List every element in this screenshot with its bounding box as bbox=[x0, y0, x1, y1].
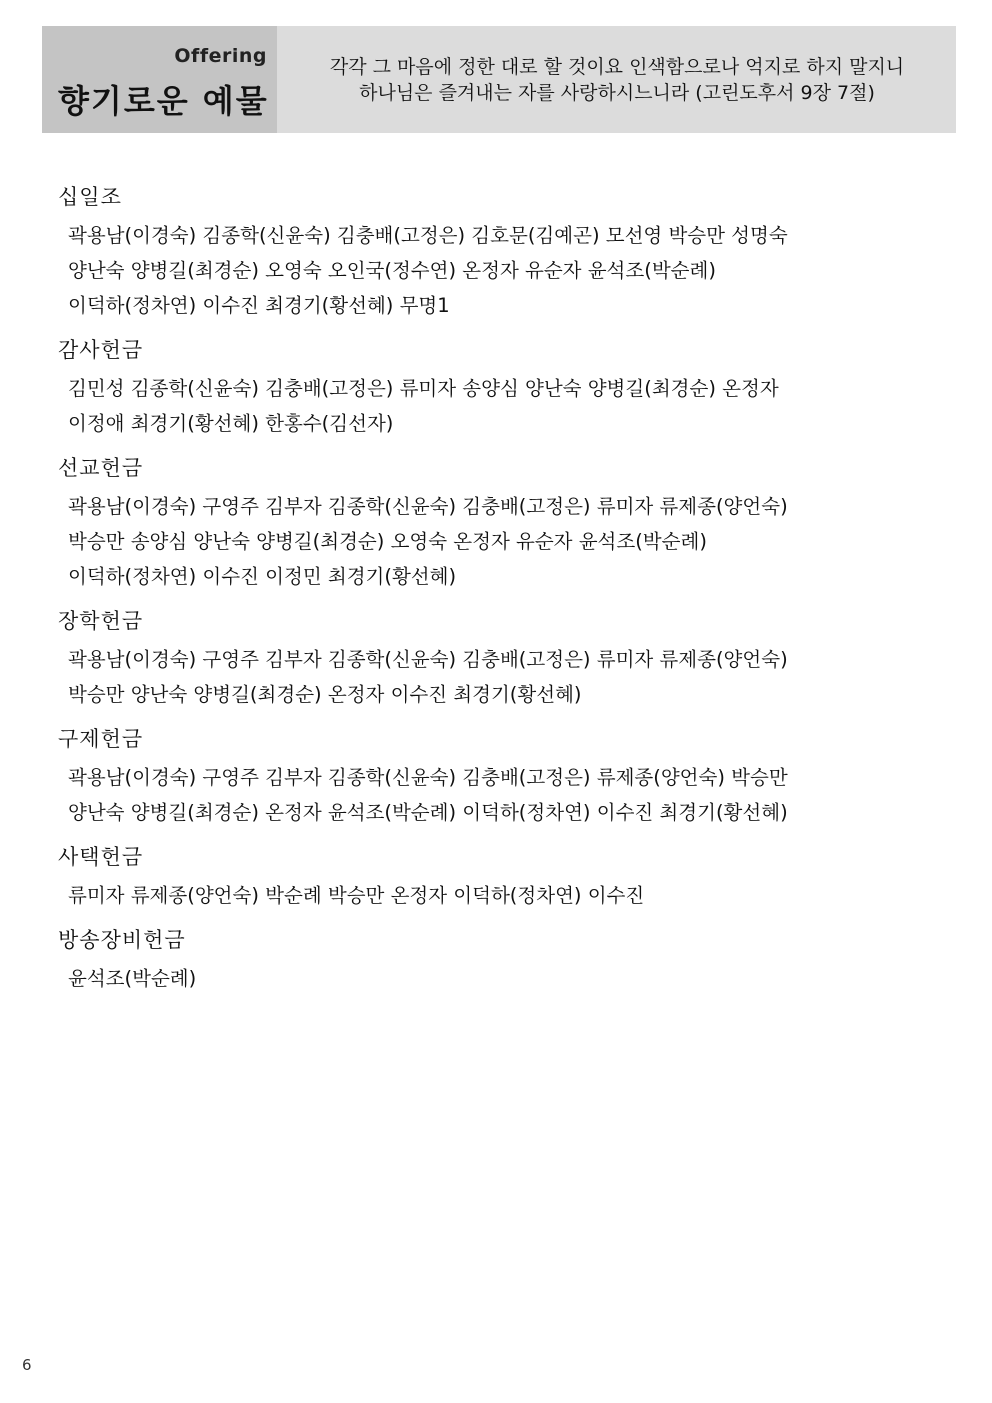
section-title: 장학헌금 bbox=[58, 609, 144, 633]
section-tithe bbox=[58, 182, 938, 323]
section-thanksgiving bbox=[58, 335, 938, 441]
section-mission bbox=[58, 453, 938, 594]
header-bible-verse bbox=[287, 54, 947, 106]
name-line: 이정애 최경기(황선혜) 한홍수(김선자) bbox=[68, 412, 394, 435]
name-line: 곽용남(이경숙) 구영주 김부자 김종학(신윤숙) 김충배(고정은) 류제종(양언숙) 박승만 bbox=[68, 766, 788, 789]
name-line: 김민성 김종학(신윤숙) 김충배(고정은) 류미자 송양심 양난숙 양병길(최경순) 온정자 bbox=[68, 377, 779, 400]
name-line: 박승만 송양심 양난숙 양병길(최경순) 오영숙 온정자 유순자 윤석조(박순례) bbox=[68, 530, 707, 553]
name-line: 곽용남(이경숙) 구영주 김부자 김종학(신윤숙) 김충배(고정은) 류미자 류제종(양언숙) bbox=[68, 495, 788, 518]
section-relief bbox=[58, 724, 938, 830]
section-title: 사택헌금 bbox=[58, 845, 144, 869]
verse-line-2: 하나님은 즐겨내는 자를 사랑하시느니라 (고린도후서 9장 7절) bbox=[359, 82, 875, 104]
name-line: 윤석조(박순례) bbox=[68, 967, 197, 990]
name-line: 이덕하(정차연) 이수진 이정민 최경기(황선혜) bbox=[68, 565, 457, 588]
page-number: 6 bbox=[22, 1356, 32, 1374]
section-parsonage bbox=[58, 842, 938, 913]
name-line: 양난숙 양병길(최경순) 오영숙 오인국(정수연) 온정자 유순자 윤석조(박순례) bbox=[68, 259, 716, 282]
name-line: 곽용남(이경숙) 구영주 김부자 김종학(신윤숙) 김충배(고정은) 류미자 류제종(양언숙) bbox=[68, 648, 788, 671]
section-title: 선교헌금 bbox=[58, 456, 144, 480]
section-title: 십일조 bbox=[58, 185, 122, 209]
section-title: 감사헌금 bbox=[58, 338, 144, 362]
header-english-title: Offering bbox=[174, 45, 267, 67]
name-line: 류미자 류제종(양언숙) 박순례 박승만 온정자 이덕하(정차연) 이수진 bbox=[68, 884, 645, 907]
name-line: 이덕하(정차연) 이수진 최경기(황선혜) 무명1 bbox=[68, 294, 450, 317]
header-korean-title: 향기로운 예물 bbox=[58, 82, 269, 120]
section-title: 방송장비헌금 bbox=[58, 928, 186, 952]
verse-line-1: 각각 그 마음에 정한 대로 할 것이요 인색함으로나 억지로 하지 말지니 bbox=[329, 56, 905, 78]
offering-list bbox=[58, 182, 938, 1008]
section-broadcast-equipment bbox=[58, 925, 938, 996]
section-title: 구제헌금 bbox=[58, 727, 144, 751]
header-title-block bbox=[42, 26, 277, 133]
name-line: 박승만 양난숙 양병길(최경순) 온정자 이수진 최경기(황선혜) bbox=[68, 683, 582, 706]
name-line: 양난숙 양병길(최경순) 온정자 윤석조(박순례) 이덕하(정차연) 이수진 최경기(황선혜) bbox=[68, 801, 788, 824]
name-line: 곽용남(이경숙) 김종학(신윤숙) 김충배(고정은) 김호문(김예곤) 모선영 박승만 성명숙 bbox=[68, 224, 788, 247]
offering-header bbox=[42, 26, 956, 133]
section-scholarship bbox=[58, 606, 938, 712]
